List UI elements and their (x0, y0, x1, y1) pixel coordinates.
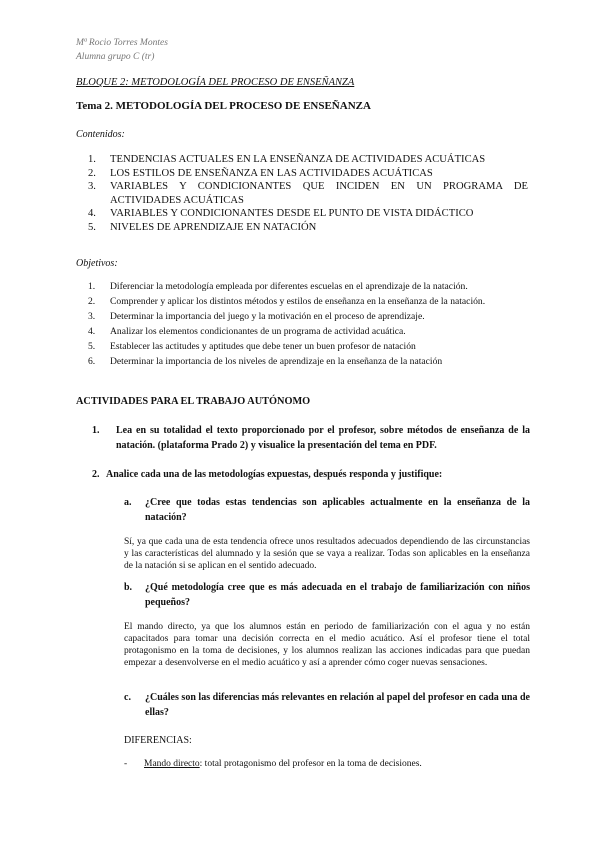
list-item: 3. VARIABLES Y CONDICIONANTES QUE INCIDEN EN UN PROGRAMA DE ACTIVIDADES ACUÁTICAS (88, 181, 528, 206)
author-group: Alumna grupo C (tr) (76, 52, 155, 62)
block-title: BLOQUE 2: METODOLOGÍA DEL PROCESO DE ENSEÑANZA (76, 77, 355, 88)
activity-item-2: 2. Analice cada una de las metodologías expuestas, después responda y justifique: (92, 469, 443, 480)
contents-label: Contenidos: (76, 129, 125, 140)
contents-list (88, 153, 528, 234)
objectives-list (88, 279, 528, 369)
list-item: 2. LOS ESTILOS DE ENSEÑANZA EN LAS ACTIVIDADES ACUÁTICAS (88, 167, 433, 179)
list-item: 6. Determinar la importancia de los niveles de aprendizaje en la enseñanza de la natación (88, 356, 443, 367)
topic-title: Tema 2. METODOLOGÍA DEL PROCESO DE ENSEÑANZA (76, 100, 371, 112)
objectives-label: Objetivos: (76, 258, 118, 269)
list-item: 5. Establecer las actitudes y aptitudes que debe tener un buen profesor de natación (88, 341, 416, 352)
answer-b: El mando directo, ya que los alumnos están en periodo de familiarización con el agua y no están capacitados para tomar una decisión correcta en el medio acuático. Así el profesor tiene el total protagonismo en la toma de decisiones, y los alumnos realizan las acciones indicadas para que puedan empezar a desenvolverse en el medio acuático y así a aprender cómo coger nuevas sensaciones. (124, 622, 530, 668)
activity-item-1: 1. Lea en su totalidad el texto proporcionado por el profesor, sobre métodos de enseñanza de la natación. (plataforma Prado 2) y visualice la presentación del tema en PDF. (92, 425, 530, 451)
list-item: 4. VARIABLES Y CONDICIONANTES DESDE EL PUNTO DE VISTA DIDÁCTICO (88, 208, 474, 219)
list-item: 3. Determinar la importancia del juego y la motivación en el proceso de aprendizaje. (88, 311, 425, 322)
list-item: 1. Diferenciar la metodología empleada por diferentes escuelas en el aprendizaje de la natación. (88, 281, 468, 292)
list-item: 5. NIVELES DE APRENDIZAJE EN NATACIÓN (88, 221, 317, 233)
difference-term: Mando directo (144, 759, 200, 769)
answer-a: Sí, ya que cada una de esta tendencia ofrece unos resultados adecuados dependiendo de las circunstancias y las características del alumnado y la sesión que se vaya a realizar. Todas son aplicables en la enseñanza de la natación si se aplican en el sentido adecuado. (124, 537, 530, 571)
difference-item: - Mando directo : total protagonismo del profesor en la toma de decisiones. (124, 759, 422, 769)
difference-text: : total protagonismo del profesor en la toma de decisiones. (199, 759, 422, 769)
question-c: c. ¿Cuáles son las diferencias más relevantes en relación al papel del profesor en cada una de ellas? (124, 692, 530, 718)
question-b: b. ¿Qué metodología cree que es más adecuada en el trabajo de familiarización con niños pequeños? (124, 582, 530, 608)
author-name: Mª Rocio Torres Montes (76, 38, 168, 48)
differences-label: DIFERENCIAS: (124, 735, 192, 746)
list-item: 1. TENDENCIAS ACTUALES EN LA ENSEÑANZA DE ACTIVIDADES ACUÁTICAS (88, 154, 486, 165)
question-a: a. ¿Cree que todas estas tendencias son aplicables actualmente en la enseñanza de la natación? (124, 497, 530, 523)
list-item: 2. Comprender y aplicar los distintos métodos y estilos de enseñanza en la enseñanza de la natación. (88, 296, 486, 307)
list-item: 4. Analizar los elementos condicionantes de un programa de actividad acuática. (88, 326, 406, 337)
activities-title: ACTIVIDADES PARA EL TRABAJO AUTÓNOMO (76, 396, 311, 407)
